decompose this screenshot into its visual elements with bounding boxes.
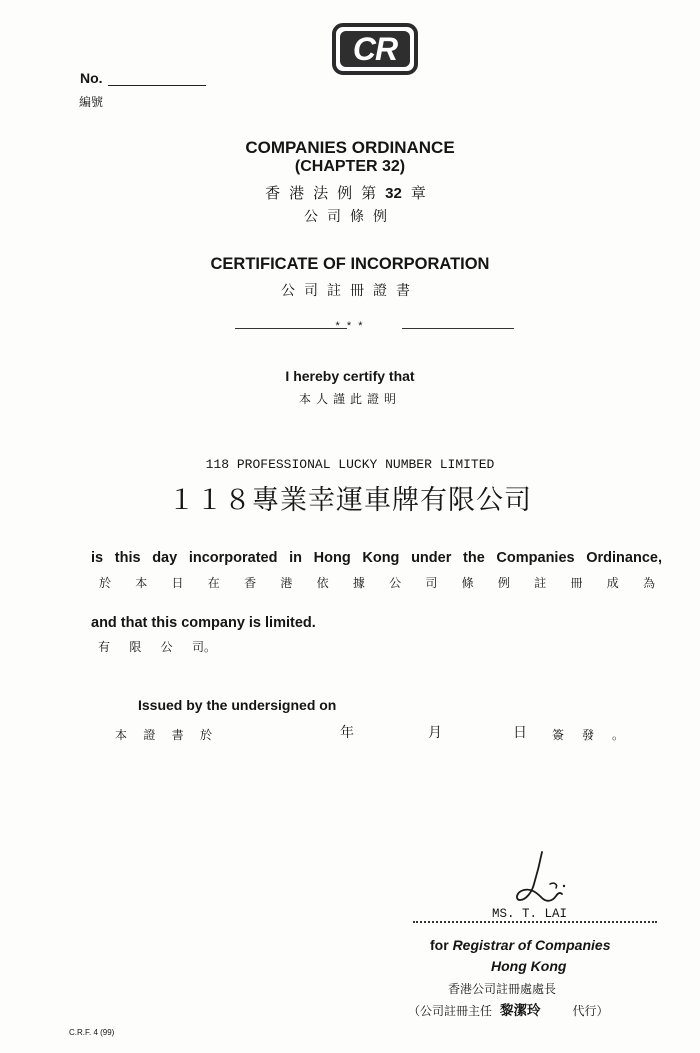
cjk-char: 限 [129, 640, 142, 654]
limited-statement-cjk [98, 638, 216, 655]
registrar-title-cjk: 香港公司註冊處處長 [448, 982, 557, 996]
cjk-char: 書 [171, 728, 184, 742]
registrar-location: Hong Kong [491, 958, 567, 974]
month-label-cjk: 月 [428, 725, 442, 741]
cjk-char: 司 [425, 576, 438, 590]
cjk-char: 於 [99, 576, 112, 590]
certificate-title: CERTIFICATE OF INCORPORATION [210, 255, 490, 273]
cjk-char: 港 [280, 576, 293, 590]
separator-stars: * * * [335, 320, 365, 332]
cjk-char: 據 [352, 576, 365, 590]
cjk-char: 冊 [570, 576, 583, 590]
number-field-line [108, 85, 206, 86]
certify-text: I hereby certify that [285, 368, 415, 384]
cjk-char: 公 [160, 640, 173, 654]
limited-statement: and that this company is limited. [91, 615, 316, 631]
cr-logo [332, 23, 418, 75]
signer-name: MS. T. LAI [492, 907, 568, 921]
cjk-char: 簽 [552, 728, 565, 742]
cjk-char: 在 [207, 576, 220, 590]
cr-logo-text: CR [340, 31, 410, 67]
number-label: No. [80, 70, 103, 86]
delegate-open: （公司註冊主任 [408, 1004, 493, 1018]
incorporation-statement: is this day incorporated in Hong Kong under the Companies Ordinance, [91, 550, 662, 566]
day-label-cjk: 日 [513, 725, 527, 741]
registrar-title [430, 937, 611, 953]
ordinance-title: COMPANIES ORDINANCE [245, 138, 455, 157]
chapter-title-cjk [0, 182, 700, 203]
chapter-number: 32 [385, 185, 402, 202]
cjk-char: 為 [642, 576, 655, 590]
registrar-office: Registrar of Companies [452, 937, 611, 953]
number-label-cjk: 編號 [79, 95, 104, 109]
cjk-char: 例 [497, 576, 510, 590]
cjk-char: 依 [316, 576, 329, 590]
incorporation-statement-cjk [99, 574, 655, 591]
certify-text-cjk: 本人謹此證明 [298, 392, 401, 406]
issued-prefix-cjk [115, 726, 212, 743]
chapter-cjk-suffix: 章 [410, 184, 435, 202]
cjk-char: 證 [143, 728, 156, 742]
cjk-char: 公 [389, 576, 402, 590]
separator-rule-right [402, 328, 514, 329]
cjk-char: 日 [171, 576, 184, 590]
company-name-en: 118 PROFESSIONAL LUCKY NUMBER LIMITED [205, 457, 495, 472]
chapter-title: (CHAPTER 32) [294, 158, 406, 175]
certificate-title-cjk: 公司註冊證書 [281, 283, 419, 299]
cjk-char: 有 [98, 640, 111, 654]
cjk-char: 本 [115, 728, 128, 742]
cjk-char: 條 [461, 576, 474, 590]
signature-dotted-line [413, 921, 657, 923]
delegate-name: 黎潔玲 [500, 1003, 541, 1019]
ordinance-title-cjk: 公司條例 [304, 209, 396, 225]
registrar-for: for [430, 937, 449, 953]
cjk-char: 成 [606, 576, 619, 590]
form-code: C.R.F. 4 (99) [69, 1028, 115, 1037]
cjk-char: 司。 [191, 640, 216, 654]
issued-suffix-cjk [552, 726, 624, 743]
delegate-close: 代行） [572, 1004, 609, 1018]
cjk-char: 發 [581, 728, 594, 742]
cjk-char: 。 [611, 728, 624, 742]
chapter-cjk-prefix: 香港法例第 [265, 184, 386, 202]
cjk-char: 香 [244, 576, 257, 590]
company-name-cjk: １１８專業幸運車牌有限公司 [168, 485, 532, 516]
cjk-char: 註 [534, 576, 547, 590]
cjk-char: 本 [135, 576, 148, 590]
cjk-char: 於 [199, 728, 212, 742]
registrar-delegate-cjk [408, 999, 609, 1019]
issued-statement: Issued by the undersigned on [138, 697, 337, 713]
signature-image [512, 848, 572, 908]
year-label-cjk: 年 [340, 725, 354, 741]
